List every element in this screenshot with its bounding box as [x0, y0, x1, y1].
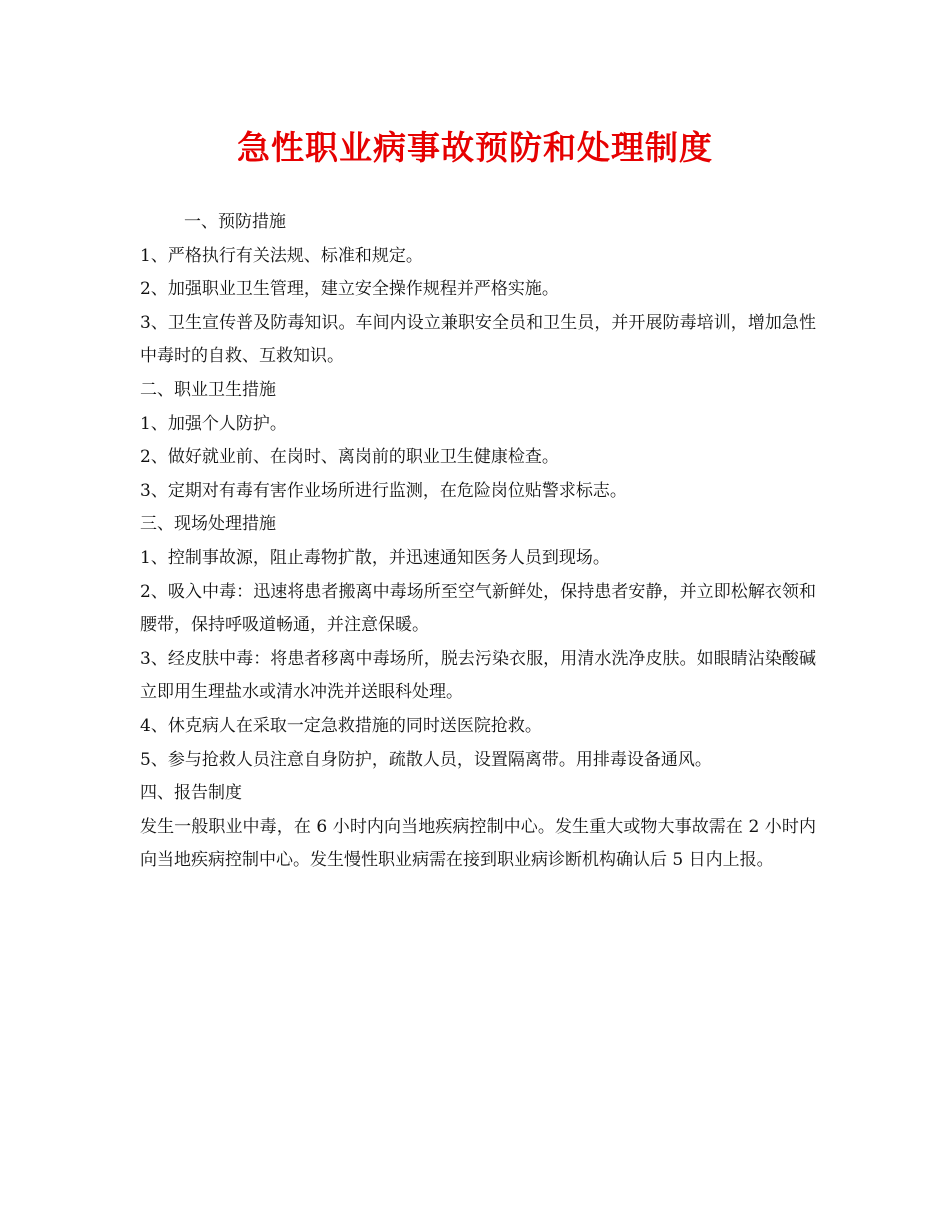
paragraph: 3、卫生宣传普及防毒知识。车间内设立兼职安全员和卫生员，并开展防毒培训，增加急性中毒时的自救、互救知识。: [140, 312, 816, 367]
paragraph: 3、定期对有毒有害作业场所进行监测，在危险岗位贴警求标志。: [140, 480, 627, 501]
section-heading-occupational-health: 二、职业卫生措施: [140, 379, 276, 400]
section-heading-onsite-handling: 三、现场处理措施: [140, 514, 276, 535]
paragraph: 发生一般职业中毒，在 6 小时内向当地疾病控制中心。发生重大或物大事故需在 2 小时内向当地疾病控制中心。发生慢性职业病需在接到职业病诊断机构确认后 5 日内上报。: [140, 816, 816, 871]
section-heading-reporting: 四、报告制度: [140, 783, 242, 804]
paragraph: 4、休克病人在采取一定急救措施的同时送医院抢救。: [140, 715, 542, 736]
paragraph: 2、吸入中毒：迅速将患者搬离中毒场所至空气新鲜处，保持患者安静，并立即松解衣领和腰带，保持呼吸道畅通，并注意保暖。: [140, 581, 816, 636]
paragraph: 1、加强个人防护。: [140, 413, 287, 434]
paragraph: 2、加强职业卫生管理，建立安全操作规程并严格实施。: [140, 279, 559, 300]
section-heading-prevention: 一、预防措施: [184, 212, 286, 232]
paragraph: 2、做好就业前、在岗时、离岗前的职业卫生健康检查。: [140, 447, 559, 468]
paragraph: 5、参与抢救人员注意自身防护，疏散人员，设置隔离带。用排毒设备通风。: [140, 749, 712, 770]
paragraph: 1、严格执行有关法规、标准和规定。: [140, 245, 423, 266]
paragraph: 3、经皮肤中毒：将患者移离中毒场所，脱去污染衣服，用清水洗净皮肤。如眼睛沾染酸碱立即用生理盐水或清水冲洗并送眼科处理。: [140, 648, 816, 703]
document-body: [140, 206, 816, 878]
paragraph: 1、控制事故源，阻止毒物扩散，并迅速通知医务人员到现场。: [140, 547, 610, 568]
document-title: 急性职业病事故预防和处理制度: [237, 128, 713, 167]
